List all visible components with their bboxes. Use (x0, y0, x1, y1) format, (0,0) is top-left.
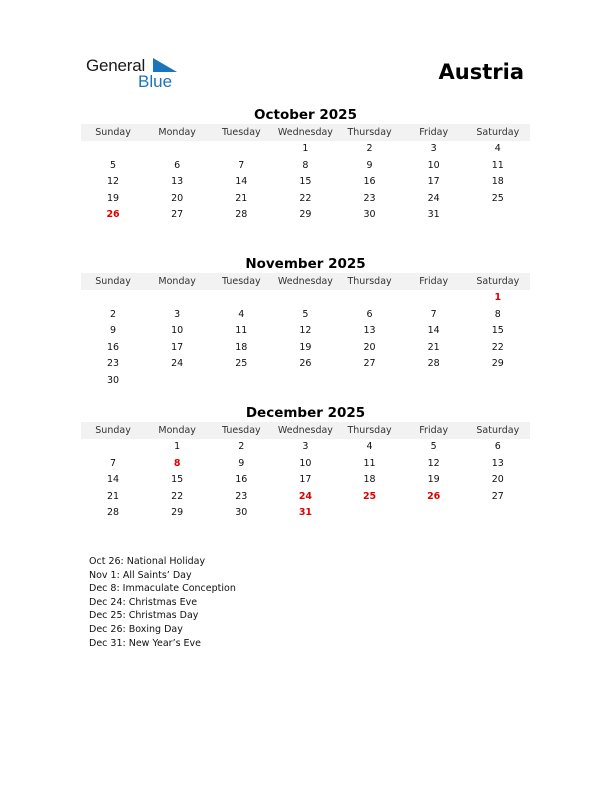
weekday-header: Tuesday (209, 422, 273, 439)
day-cell: 16 (235, 474, 248, 486)
day-cell: 30 (363, 209, 376, 221)
empty-day-cell (273, 290, 337, 307)
day-cell: 22 (299, 192, 312, 204)
day-cell: 13 (491, 457, 504, 469)
holiday-item: Dec 26: Boxing Day (89, 623, 183, 635)
day-cell: 12 (299, 325, 312, 337)
day-cell: 28 (427, 358, 440, 370)
day-cell: 27 (491, 490, 504, 502)
weekday-header: Wednesday (273, 422, 337, 439)
day-cell: 29 (171, 507, 184, 519)
day-cell: 22 (491, 341, 504, 353)
day-cell: 11 (491, 159, 504, 171)
empty-day-cell (402, 505, 466, 522)
day-cell: 5 (110, 159, 117, 171)
day-cell: 9 (238, 457, 245, 469)
day-cell: 2 (110, 308, 117, 320)
weekday-header: Sunday (81, 273, 145, 290)
day-cell: 7 (430, 308, 437, 320)
day-cell: 4 (366, 441, 373, 452)
empty-day-cell (402, 290, 466, 307)
weekday-header: Tuesday (209, 124, 273, 141)
month-title: December 2025 (245, 405, 366, 421)
day-cell: 24 (171, 358, 184, 370)
weekday-header: Thursday (338, 422, 402, 439)
month-title: November 2025 (245, 256, 366, 272)
empty-day-cell (338, 290, 402, 307)
logo-text-blue: Blue (138, 72, 173, 91)
day-cell: 18 (363, 474, 376, 486)
day-cell: 8 (494, 308, 501, 320)
empty-day-cell (466, 373, 530, 390)
day-cell: 15 (299, 176, 312, 188)
generalblue-logo (86, 56, 186, 92)
holiday-day-cell: 26 (427, 490, 441, 502)
weekday-header: Saturday (466, 273, 530, 290)
empty-day-cell (402, 373, 466, 390)
day-cell: 15 (171, 474, 184, 486)
logo-triangle-icon (153, 58, 177, 72)
holiday-day-cell: 25 (362, 490, 377, 502)
weekday-header: Monday (145, 273, 209, 290)
empty-day-cell (338, 373, 402, 390)
month-november (81, 255, 530, 390)
calendar-grid (81, 124, 530, 224)
empty-day-cell (466, 505, 530, 522)
day-cell: 29 (299, 209, 312, 221)
holiday-item: Dec 31: New Year’s Eve (89, 637, 202, 649)
weekday-header: Friday (402, 422, 466, 439)
day-cell: 5 (302, 308, 309, 320)
day-cell: 3 (302, 441, 309, 452)
day-cell: 19 (107, 192, 120, 204)
day-cell: 11 (363, 457, 376, 469)
empty-day-cell (273, 373, 337, 390)
holiday-day-cell: 26 (106, 209, 120, 221)
day-cell: 21 (427, 341, 440, 353)
day-cell: 23 (235, 490, 248, 502)
day-cell: 1 (302, 143, 309, 154)
day-cell: 7 (238, 159, 245, 171)
day-cell: 17 (427, 176, 440, 188)
calendar-grid (81, 273, 530, 390)
day-cell: 6 (174, 159, 181, 171)
empty-day-cell (209, 290, 273, 307)
weekday-header: Wednesday (273, 124, 337, 141)
holiday-item: Nov 1: All Saints’ Day (89, 569, 192, 581)
weekday-header: Friday (402, 124, 466, 141)
empty-day-cell (466, 207, 530, 224)
weekday-header: Tuesday (209, 273, 273, 290)
weekday-header: Wednesday (273, 273, 337, 290)
holiday-day-cell: 1 (494, 292, 502, 303)
day-cell: 22 (171, 490, 184, 502)
day-cell: 23 (107, 358, 120, 370)
month-title: October 2025 (254, 107, 357, 123)
empty-day-cell (209, 141, 273, 158)
day-cell: 10 (427, 159, 440, 171)
day-cell: 1 (174, 441, 181, 452)
weekday-header: Friday (402, 273, 466, 290)
day-cell: 4 (238, 308, 245, 320)
day-cell: 25 (235, 358, 248, 370)
calendar-grid (81, 422, 530, 522)
weekday-header: Monday (145, 124, 209, 141)
empty-day-cell (145, 373, 209, 390)
day-cell: 2 (238, 441, 245, 452)
holiday-day-cell: 31 (298, 507, 313, 519)
day-cell: 12 (107, 176, 120, 188)
day-cell: 4 (494, 143, 501, 154)
day-cell: 7 (110, 457, 117, 469)
logo-text-general: General (86, 56, 146, 75)
holiday-day-cell: 8 (173, 457, 181, 469)
day-cell: 6 (366, 308, 373, 320)
day-cell: 9 (366, 159, 373, 171)
weekday-header: Saturday (466, 422, 530, 439)
day-cell: 23 (363, 192, 376, 204)
holiday-list (89, 555, 236, 650)
day-cell: 19 (299, 341, 312, 353)
empty-day-cell (145, 290, 209, 307)
day-cell: 3 (174, 308, 181, 320)
day-cell: 29 (491, 358, 504, 370)
day-cell: 13 (363, 325, 376, 337)
holiday-item: Dec 24: Christmas Eve (89, 596, 198, 608)
day-cell: 5 (430, 441, 437, 452)
day-cell: 8 (302, 159, 309, 171)
day-cell: 24 (427, 192, 440, 204)
empty-day-cell (338, 505, 402, 522)
weekday-header: Thursday (338, 273, 402, 290)
day-cell: 10 (299, 457, 312, 469)
country-title: Austria (438, 60, 524, 84)
day-cell: 19 (427, 474, 440, 486)
day-cell: 27 (363, 358, 376, 370)
day-cell: 15 (491, 325, 504, 337)
day-cell: 21 (107, 490, 120, 502)
day-cell: 17 (171, 341, 184, 353)
day-cell: 26 (299, 358, 312, 370)
day-cell: 28 (107, 507, 120, 519)
day-cell: 30 (107, 374, 120, 386)
weekday-header: Monday (145, 422, 209, 439)
day-cell: 6 (494, 441, 501, 452)
empty-day-cell (145, 141, 209, 158)
month-december (81, 404, 530, 522)
holiday-item: Oct 26: National Holiday (89, 556, 206, 567)
day-cell: 14 (235, 176, 248, 188)
day-cell: 25 (491, 192, 504, 204)
weekday-header: Sunday (81, 124, 145, 141)
weekday-header: Sunday (81, 422, 145, 439)
day-cell: 17 (299, 474, 312, 486)
day-cell: 20 (171, 192, 184, 204)
day-cell: 31 (427, 209, 440, 221)
day-cell: 20 (363, 341, 376, 353)
day-cell: 18 (235, 341, 248, 353)
day-cell: 10 (171, 325, 184, 337)
empty-day-cell (81, 439, 145, 456)
day-cell: 14 (107, 474, 120, 486)
weekday-header: Saturday (466, 124, 530, 141)
month-october (81, 106, 530, 224)
day-cell: 12 (427, 457, 440, 469)
day-cell: 18 (491, 176, 504, 188)
day-cell: 11 (235, 325, 248, 337)
day-cell: 27 (171, 209, 184, 221)
day-cell: 13 (171, 176, 184, 188)
day-cell: 21 (235, 192, 248, 204)
empty-day-cell (81, 290, 145, 307)
day-cell: 9 (110, 325, 117, 337)
day-cell: 16 (107, 341, 120, 353)
holiday-item: Dec 25: Christmas Day (89, 610, 199, 622)
day-cell: 3 (430, 143, 437, 154)
empty-day-cell (209, 373, 273, 390)
weekday-header: Thursday (338, 124, 402, 141)
holiday-item: Dec 8: Immaculate Conception (89, 583, 236, 595)
day-cell: 2 (366, 143, 373, 154)
empty-day-cell (81, 141, 145, 158)
day-cell: 20 (491, 474, 504, 486)
day-cell: 14 (427, 325, 440, 337)
day-cell: 28 (235, 209, 248, 221)
holiday-day-cell: 24 (298, 490, 313, 502)
day-cell: 30 (235, 507, 248, 519)
day-cell: 16 (363, 176, 376, 188)
